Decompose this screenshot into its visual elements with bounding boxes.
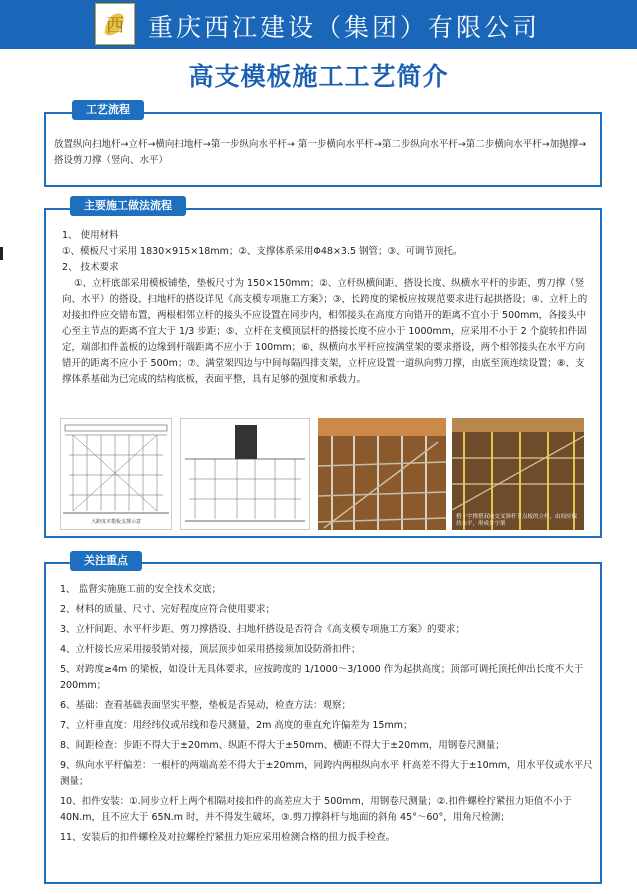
key-point-item: 4、立杆接长应采用接驳销对接，顶层顶步如采用搭接须加设防滑扣件；	[60, 644, 361, 655]
key-point-item: 8、间距检查：步距不得大于±20mm、纵距不得大于±50mm、横距不得大于±20mm，用钢卷尺测量；	[60, 740, 505, 751]
key-point-item: 5、对跨度≥4m 的梁板，如设计无具体要求，应按跨度的 1/1000～3/1000 作为起拱高度；顶部可调托顶托伸出长度不大于 200mm；	[60, 664, 584, 691]
key-point-item: 9、纵向水平杆偏差：一根杆的两端高差不得大于±20mm，同跨内两根纵向水平 杆高差不得大于±10mm，用水平仪或水平尺测量；	[60, 760, 593, 787]
beam-support-drawing	[180, 418, 310, 530]
process-flow-text: 放置纵向扫地杆→立杆→横向扫地杆→第一步纵向水平杆→ 第一步横向水平杆→第二步纵向水平杆→第二步横向水平杆→加抛撑→搭设剪刀撑（竖向、水平）	[54, 139, 587, 166]
logo-graphic	[96, 4, 134, 44]
key-point-item: 11、安装后的扣件螺栓及对拉螺栓拧紧扭力矩应采用检测合格的扭力扳手检查。	[60, 832, 396, 843]
edge-mark	[0, 247, 3, 260]
site-photo-cross-brace	[452, 418, 584, 530]
company-logo	[95, 3, 135, 45]
formwork-section-drawing	[60, 418, 172, 530]
key-point-item: 7、立杆垂直度：用经纬仪或吊线和卷尺测量，2m 高度的垂直允许偏差为 15mm；	[60, 720, 413, 731]
key-points-tag: 关注重点	[70, 551, 142, 571]
key-point-item: 2、材料的质量、尺寸、完好程度应符合使用要求；	[60, 604, 276, 615]
process-flow-tag: 工艺流程	[72, 100, 144, 120]
requirements-text: ①、立杆底部采用模板铺垫，垫板尺寸为 150×150mm；②、立杆纵横间距、搭设长度、纵横水平杆的步距、剪刀撑（竖向、水平）的搭设、扫地杆的搭设详见《高支模专项施工方案》；③、长跨度的梁板应按规范要求进行起拱搭设；④、立杆上的对接扣件应交错布置，两根相邻立杆的接头不应设置在同步内，相邻接头在高度方向错开的距离不宜小于 500mm，各接头中心至主节点的距离不宜大于 1/3 步距；⑤、立杆在支模顶层杆的搭接长度不应小于 1000mm，应采用不小于 2 个旋转扣件固定，端部扣件盖板的边缘到杆端距离不应小于 100mm；⑥、纵横向水平杆应按满堂架的要求搭设，两个相邻接头在水平方向错开的距离不应小于 500m；⑦、满堂架四边与中间每隔四排支架，立杆应设置一道纵向剪刀撑，由底至顶连续设置；⑧、支撑体系基础为已完成的结构底板，表面平整，具有足够的强度和承载力。	[62, 278, 588, 385]
key-point-item: 10、扣件安装：①.同步立杆上两个相隔对接扣件的高差应大于 500mm，用钢卷尺测量；②.扣件螺栓拧紧扭力矩值不小于 40N.m，且不应大于 65N.m 时，并不得发生破坏，③.剪刀撑斜杆与地面的斜角 45°～60°，用角尺检测；	[60, 796, 572, 823]
site-photo-scaffold	[318, 418, 446, 530]
photo-caption: 搭十字撑搭双向交叉斜杆节点板的立杆，由间应保持水平，形成井字架	[456, 514, 578, 527]
key-point-item: 3、立杆间距、水平杆步距、剪刀撑搭设、扫地杆搭设是否符合《高支模专项施工方案》的要求；	[60, 624, 466, 635]
drawing-caption: 大跨度木模板支撑示意	[90, 519, 142, 525]
key-points-list	[60, 582, 594, 850]
page-title: 高支模板施工工艺简介	[188, 62, 449, 91]
main-procedure-tag: 主要施工做法流程	[70, 196, 186, 216]
company-name: 重庆西江建设（集团）有限公司	[148, 13, 541, 42]
key-point-item: 1、 监督实施施工前的安全技术交底；	[60, 584, 222, 595]
header-banner	[0, 0, 637, 49]
materials-text: ①、模板尺寸采用 1830×915×18mm；②、支撑体系采用Φ48×3.5 钢管；③、可调节顶托。	[62, 246, 463, 257]
svg-text:西: 西	[105, 15, 125, 37]
key-point-item: 6、基础：查看基础表面坚实平整，垫板是否晃动，检查方法：观察；	[60, 700, 352, 711]
requirements-heading: 2、 技术要求	[62, 262, 119, 273]
main-procedure-content	[62, 228, 590, 388]
materials-heading: 1、 使用材料	[62, 230, 119, 241]
